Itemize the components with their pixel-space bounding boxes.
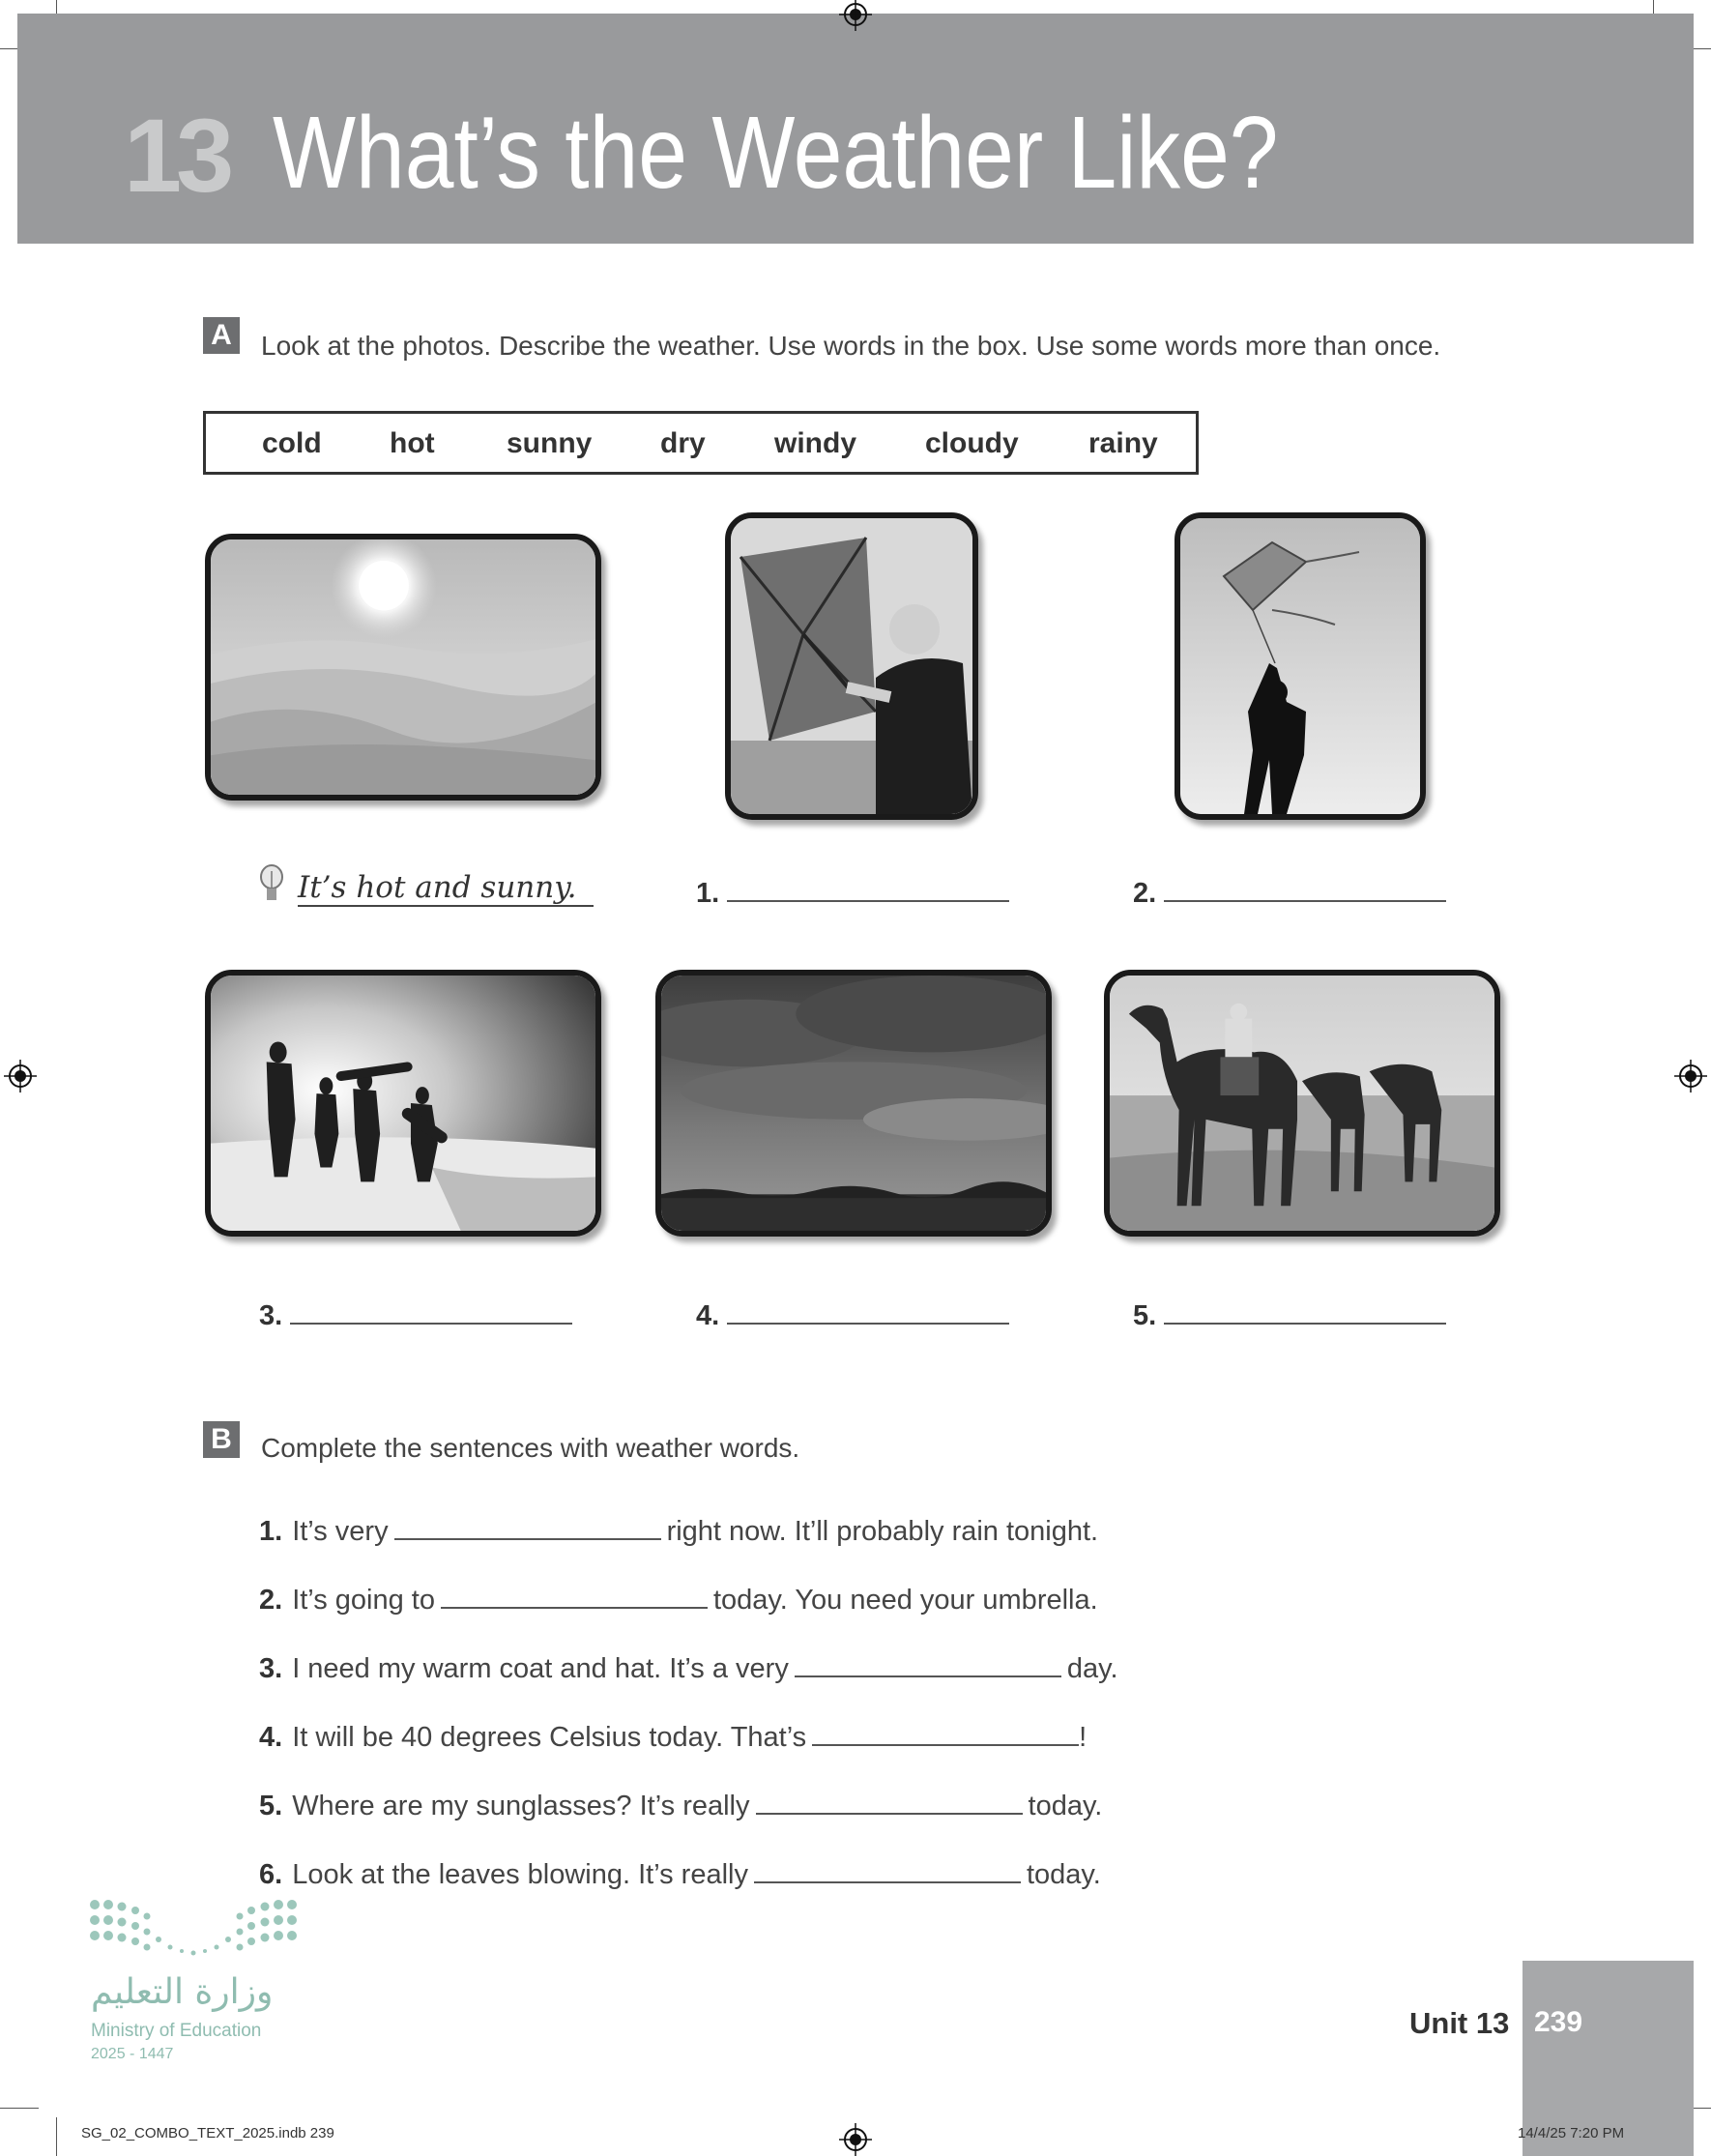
sentence-text: today. [1026,1859,1101,1890]
sentence-number: 1. [259,1516,283,1547]
word-box [203,411,1199,475]
sentence-text: It’s going to [292,1585,435,1616]
section-a-label: A [203,317,240,354]
photo-desert-sun [205,534,601,801]
ministry-name-english: Ministry of Education [91,2021,262,2041]
unit-number: 13 [124,97,229,214]
sentence-text: It’s very [292,1516,389,1547]
sentence-1 [259,1515,1098,1548]
answer-blank[interactable] [727,1297,1009,1325]
sentence-blank[interactable] [394,1515,661,1540]
slug-date: 14/4/25 7:20 PM [1518,2125,1625,2141]
example-answer: It’s hot and sunny. [298,870,594,907]
word-box-item: cold [262,427,322,459]
sentence-5 [259,1790,1102,1822]
sentence-number: 5. [259,1791,283,1821]
sentence-text: It will be 40 degrees Celsius today. That’s [292,1722,807,1753]
answer-blank[interactable] [1164,1297,1446,1325]
word-box-item: cloudy [925,427,1019,459]
word-box-item: dry [660,427,706,459]
sentence-text: today. [1028,1791,1103,1821]
sentence-blank[interactable] [754,1858,1021,1883]
section-a-instruction: Look at the photos. Describe the weather. Use words in the box. Use some words more than once. [261,331,1441,361]
section-b-instruction: Complete the sentences with weather words. [261,1433,800,1463]
sentence-text: right now. It’ll probably rain tonight. [666,1516,1099,1547]
word-box-item: hot [390,427,435,459]
answer-line-3 [259,1297,572,1332]
sentence-number: 3. [259,1653,283,1684]
sentence-number: 6. [259,1859,283,1890]
registration-mark-icon [839,2123,872,2156]
answer-line-4 [696,1297,1009,1332]
sentence-blank[interactable] [441,1584,708,1609]
ministry-logo-icon [89,1897,302,1963]
sentence-number: 2. [259,1585,283,1616]
sentence-blank[interactable] [812,1721,1079,1746]
unit-label: Unit 13 [1409,2006,1510,2040]
photo-windy-umbrella [725,512,978,820]
answer-line-1 [696,875,1009,910]
word-box-item: sunny [507,427,593,459]
word-box-item: rainy [1088,427,1158,459]
answer-blank[interactable] [1164,875,1446,902]
sentence-3 [259,1652,1118,1685]
photo-kite [1174,512,1426,820]
word-box-item: windy [774,427,857,459]
ministry-name-arabic: وزارة التعليم [91,1972,274,2012]
slug-file-name: SG_02_COMBO_TEXT_2025.indb 239 [81,2125,334,2141]
crop-mark [0,2108,39,2109]
answer-blank[interactable] [727,875,1009,902]
answer-number: 5. [1133,1300,1157,1331]
photo-cloudy-sky [655,970,1052,1237]
section-b-label: B [203,1421,240,1458]
sentence-blank[interactable] [795,1652,1061,1677]
ministry-year: 2025 - 1447 [91,2046,174,2062]
lightbulb-icon [259,863,284,906]
answer-blank[interactable] [290,1297,572,1325]
crop-mark [56,2117,57,2156]
answer-number: 4. [696,1300,720,1331]
sentence-text: Where are my sunglasses? It’s really [292,1791,750,1821]
photo-camels-desert [1104,970,1500,1237]
registration-mark-icon [1674,1060,1707,1093]
registration-mark-icon [839,0,872,31]
sentence-text: Look at the leaves blowing. It’s really [292,1859,748,1890]
answer-line-5 [1133,1297,1446,1332]
sentence-text: day. [1066,1653,1118,1684]
sentence-text: I need my warm coat and hat. It’s a very [292,1653,789,1684]
registration-mark-icon [4,1060,37,1093]
sentence-6 [259,1858,1101,1891]
page-number: 239 [1534,2006,1583,2038]
sentence-2 [259,1584,1098,1617]
sentence-number: 4. [259,1722,283,1753]
answer-number: 3. [259,1300,283,1331]
answer-number: 2. [1133,878,1157,909]
sentence-blank[interactable] [756,1790,1023,1815]
answer-number: 1. [696,878,720,909]
sentence-text: ! [1079,1722,1088,1753]
sentence-4 [259,1721,1087,1754]
answer-line-2 [1133,875,1446,910]
photo-snow-hikers [205,970,601,1237]
page-title: What’s the Weather Like? [273,96,1279,210]
sentence-text: today. You need your umbrella. [712,1585,1098,1616]
